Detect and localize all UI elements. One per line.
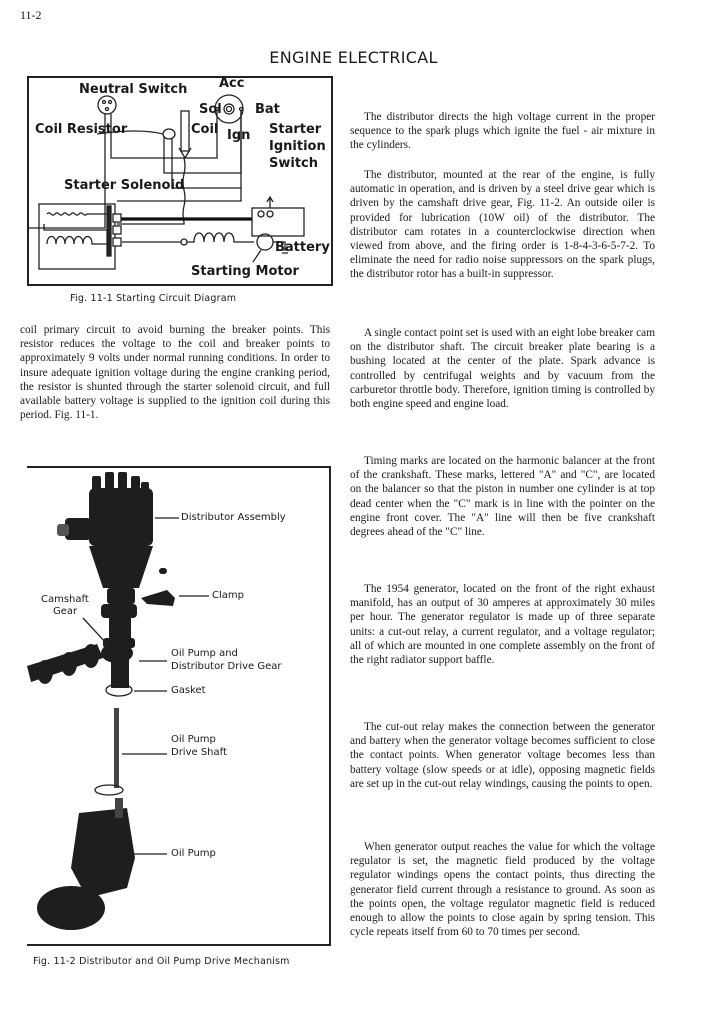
label-sol: Sol xyxy=(199,102,222,117)
label-camshaft: Camshaft xyxy=(41,594,89,605)
distributor-illustration-icon xyxy=(27,468,329,944)
paragraph: When generator output reaches the value for which the voltage regulator is set, the magnetic field produced by the voltage regulator windings opens the contact points, thus directing the generator field current through a resistance to ground. As soon as the points open, the voltage regulator magnetic field is reduced enough to allow the points to close again by spring tension. This cycle repeats itself from 60 to 70 times per second. xyxy=(350,841,655,939)
label-oil-pump-and: Oil Pump and xyxy=(171,648,238,659)
paragraph: The cut-out relay makes the connection between the generator and battery when the generator voltage becomes sufficient to close the contact points. When generator voltage becomes less than battery voltage (slow speeds or at idle), opposing magnetic fields are set up in the cut-out relay windings, causing the points to open. xyxy=(350,721,655,790)
page-title: ENGINE ELECTRICAL xyxy=(269,48,438,67)
right-column-block-3 xyxy=(350,326,655,411)
label-switch: Switch xyxy=(269,156,319,171)
label-neutral-switch: Neutral Switch xyxy=(79,82,188,97)
paragraph: The 1954 generator, located on the front of the right exhaust manifold, has an output of 30 amperes at approximately 30 miles per hour. The generator regulator is made up of three separate units: a cut-out relay, a current regulator, and a voltage regulator; all of which are mounted in one complete assembly on the front of the right radiator support baffle. xyxy=(350,583,655,667)
right-column-block-7 xyxy=(350,840,655,939)
label-coil-resistor: Coil Resistor xyxy=(35,122,128,137)
right-column-block-1 xyxy=(350,110,655,153)
paragraph: The distributor directs the high voltage current in the proper sequence to the spark plugs which ignite the fuel - air mixture in the cylinders. xyxy=(350,111,655,152)
left-column xyxy=(20,323,330,422)
label-gear: Gear xyxy=(53,606,78,617)
label-drive-shaft: Drive Shaft xyxy=(171,747,227,758)
paragraph: The distributor, mounted at the rear of the engine, is fully automatic in operation, and is driven by a steel drive gear which is driven by the camshaft drive gear, Fig. 11-2. An outside oiler is provided for lubrication (10W oil) of the distributor. The distributor cam rotates in a counterclockwise direction when viewed from above, and the firing order is 1-8-4-3-6-5-7-2. To eliminate the need for radio noise suppressors on the spark plugs, the distributor rotor has a built-in suppressor. xyxy=(350,169,655,281)
distributor-oil-pump-figure xyxy=(27,466,331,946)
label-starter-solenoid: Starter Solenoid xyxy=(64,178,185,193)
label-ignition: Ignition xyxy=(269,139,326,154)
label-oil-pump-shaft-line1: Oil Pump xyxy=(171,734,216,745)
page-number: 11-2 xyxy=(20,8,42,22)
label-starter: Starter xyxy=(269,122,322,137)
label-oil-pump: Oil Pump xyxy=(171,848,216,859)
label-acc: Acc xyxy=(219,76,245,91)
label-distributor-drive-gear: Distributor Drive Gear xyxy=(171,661,282,672)
label-bat: Bat xyxy=(255,102,280,117)
figure-2-caption: Fig. 11-2 Distributor and Oil Pump Drive Mechanism xyxy=(33,956,290,967)
right-column-block-5 xyxy=(350,582,655,667)
starting-circuit-diagram xyxy=(27,76,333,286)
paragraph: A single contact point set is used with an eight lobe breaker cam on the distributor shaft. The circuit breaker plate bearing is a bushing located at the center of the plate. Spark advance is controlled by centrifugal weights and by vacuum from the carburetor throttle body. Therefore, ignition timing is controlled by both engine speed and engine load. xyxy=(350,327,655,411)
right-column-block-6 xyxy=(350,720,655,791)
paragraph: Timing marks are located on the harmonic balancer at the front of the crankshaft. These marks, lettered "A" and "C", are located on the balancer so that the piston in number one cylinder is at top dead center when the "C" mark is in line with the pointer on the engine front cover. The "A" line will then be five crankshaft degrees ahead of the "C" line. xyxy=(350,455,655,539)
label-clamp: Clamp xyxy=(212,590,244,601)
label-gasket: Gasket xyxy=(171,685,206,696)
label-distributor-assembly: Distributor Assembly xyxy=(181,512,286,523)
right-column-block-4 xyxy=(350,454,655,539)
label-starting-motor: Starting Motor xyxy=(191,264,299,279)
paragraph: coil primary circuit to avoid burning the breaker points. This resistor reduces the voltage to the coil and breaker points to approximately 9 volts under normal running conditions. In order to insure adequate ignition voltage during the engine cranking period, the resistor is shunted through the starter solenoid circuit, and full available battery voltage is supplied to the ignition coil during this period. Fig. 11-1. xyxy=(20,324,330,422)
right-column-block-2 xyxy=(350,168,655,282)
label-ign: Ign xyxy=(227,128,251,143)
label-battery: Battery xyxy=(275,240,330,255)
label-coil: Coil xyxy=(191,122,219,137)
figure-1-caption: Fig. 11-1 Starting Circuit Diagram xyxy=(70,293,237,304)
